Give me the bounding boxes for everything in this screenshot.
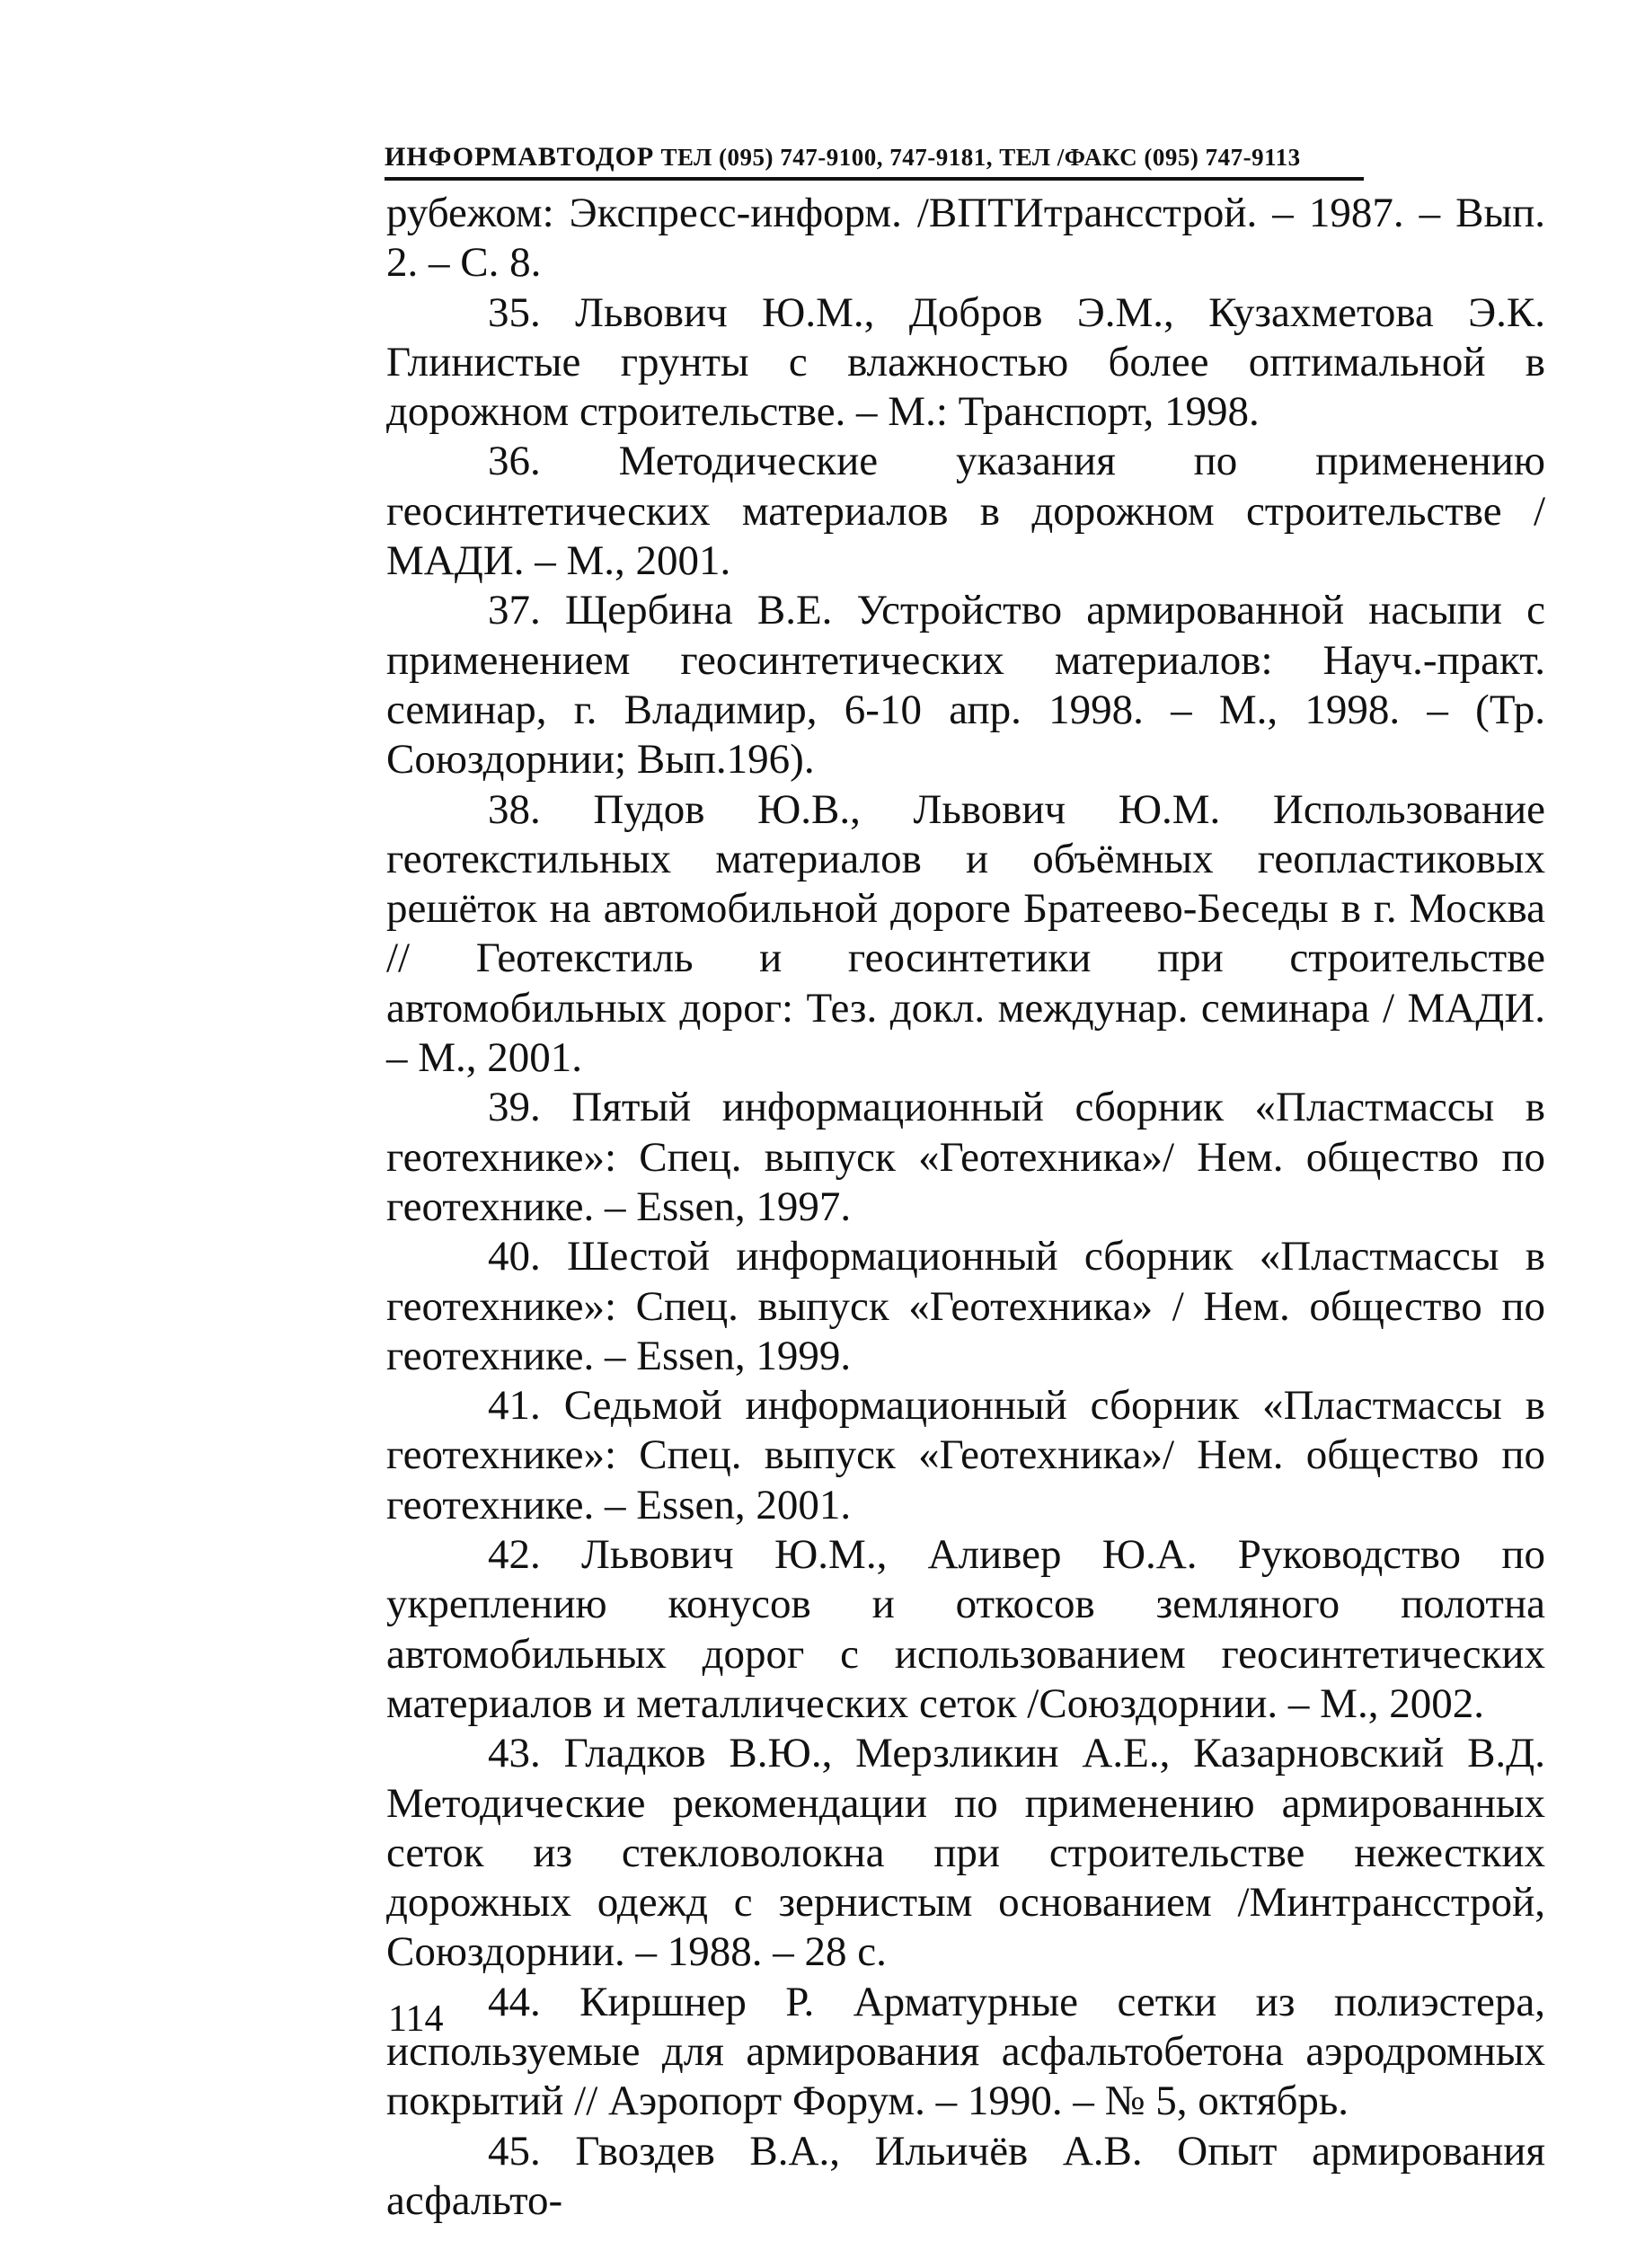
reference-item-38: 38. Пудов Ю.В., Львович Ю.М. Использование геотекстильных материалов и объёмных геопластиковых решёток на автомобильной дороге Братеево-Беседы в г. Москва // Геотекстиль и геосинтетики при строительстве автомобильных дорог: Тез. докл. междунар. семинара / МАДИ. – М., 2001. xyxy=(386,785,1545,1082)
reference-item-36: 36. Методические указания по применению геосинтетических материалов в дорожном строительстве / МАДИ. – М., 2001. xyxy=(386,438,1545,585)
header-org: ИНФОРМАВТОДОР xyxy=(385,142,655,172)
page-header xyxy=(385,139,1364,181)
reference-item-37: 37. Щербина В.Е. Устройство армированной насыпи с применением геосинтетических материалов: Науч.-практ. семинар, г. Владимир, 6-10 апр. 1998. – М., 1998. – (Тр. Союздорнии; Вып.196). xyxy=(386,587,1545,784)
reference-item-41: 41. Седьмой информационный сборник «Пластмассы в геотехнике»: Спец. выпуск «Геотехника»/ Нем. общество по геотехнике. – Essen, 2001. xyxy=(386,1382,1545,1528)
reference-item-40: 40. Шестой информационный сборник «Пластмассы в геотехнике»: Спец. выпуск «Геотехника» / Нем. общество по геотехнике. – Essen, 1999. xyxy=(386,1233,1545,1379)
page-number: 114 xyxy=(388,1998,444,2040)
reference-item-39: 39. Пятый информационный сборник «Пластмассы в геотехнике»: Спец. выпуск «Геотехника»/ Нем. общество по геотехнике. – Essen, 1997. xyxy=(386,1084,1545,1230)
reference-item-43: 43. Гладков В.Ю., Мерзликин А.Е., Казарновский В.Д. Методические рекомендации по применению армированных сеток из стекловолокна при строительстве нежестких дорожных одежд с зернистым основанием /Минтрансстрой, Союздорнии. – 1988. – 28 с. xyxy=(386,1730,1545,1976)
reference-continuation: рубежом: Экспресс-информ. /ВПТИтрансстрой. – 1987. – Вып. 2. – С. 8. xyxy=(386,190,1545,287)
reference-item-35: 35. Львович Ю.М., Добров Э.М., Кузахметова Э.К. Глинистые грунты с влажностью более оптимальной в дорожном строительстве. – М.: Транспорт, 1998. xyxy=(386,288,1545,436)
reference-item-44: 44. Киршнер Р. Арматурные сетки из полиэстера, используемые для армирования асфальтобетона аэродромных покрытий // Аэропорт Форум. – 1990. – № 5, октябрь. xyxy=(386,1978,1545,2125)
header-contacts: ТЕЛ (095) 747-9100, 747-9181, ТЕЛ /ФАКС (095) 747-9113 xyxy=(660,144,1301,171)
reference-list xyxy=(386,189,1545,2226)
reference-item-45: 45. Гвоздев В.А., Ильичёв А.В. Опыт армирования асфальто- xyxy=(386,2127,1545,2224)
reference-item-42: 42. Львович Ю.М., Аливер Ю.А. Руководство по укреплению конусов и откосов земляного полотна автомобильных дорог с использованием геосинтетических материалов и металлических сеток /Союздорнии. – М., 2002. xyxy=(386,1531,1545,1727)
